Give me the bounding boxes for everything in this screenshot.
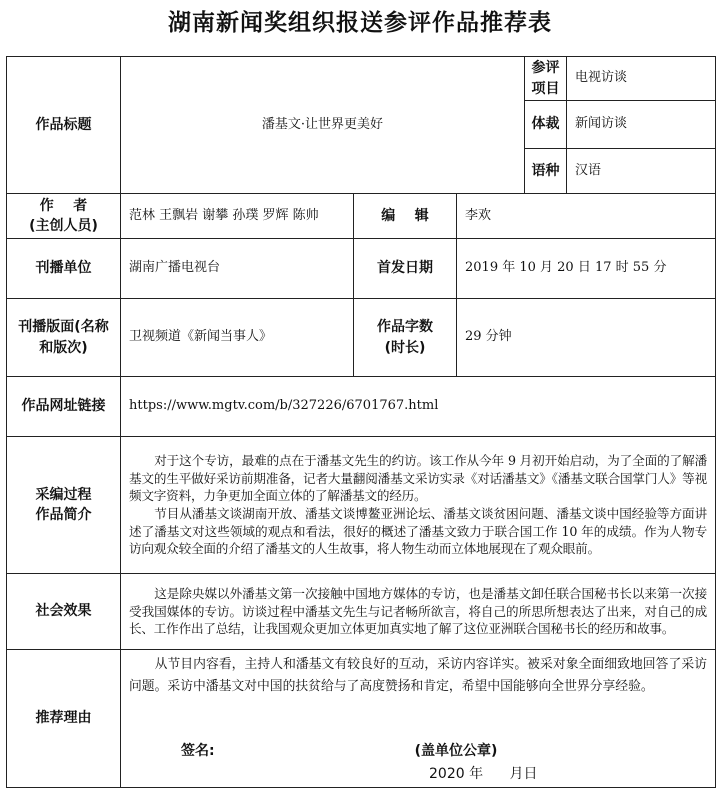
reason-paragraph: 从节目内容看，主持人和潘基文有较良好的互动，采访内容详实。被采对象全面细致地回答了采访问题。采访中潘基文对中国的扶贫给与了高度赞扬和肯定，希望中国能够向全世界分享经验。 <box>129 657 707 695</box>
date-month-day: 月日 <box>509 766 538 783</box>
process-label <box>7 437 121 574</box>
entry-category-value: 电视访谈 <box>567 57 716 101</box>
recommendation-form-table <box>6 56 716 788</box>
author-label-line1: 作 者 <box>39 197 88 214</box>
authors-value: 范林 王飘岩 谢攀 孙璞 罗辉 陈帅 <box>121 194 354 239</box>
reason-label: 推荐理由 <box>7 650 121 788</box>
broadcaster-label: 刊播单位 <box>7 239 121 299</box>
author-label <box>7 194 121 239</box>
process-label-line1: 采编过程 <box>35 486 92 503</box>
date-year: 2020 年 <box>429 766 484 783</box>
word-count-value: 29 分钟 <box>457 299 716 377</box>
layout-label-line2: 和版次) <box>39 339 88 356</box>
layout-value: 卫视频道《新闻当事人》 <box>121 299 354 377</box>
genre-label: 体裁 <box>525 101 567 149</box>
url-label: 作品网址链接 <box>7 377 121 437</box>
social-effect-content <box>121 574 716 650</box>
word-count-label-line2: (时长) <box>384 339 426 356</box>
social-effect-paragraph: 这是除央媒以外潘基文第一次接触中国地方媒体的专访，也是潘基文卸任联合国秘书长以来第一次接受我国媒体的专访。访谈过程中潘基文先生与记者畅所欲言，将自己的所思所想表达了出来，对自己的成长、工作作出了总结，让我国观众更加立体更加真实地了解了这位亚洲联合国秘书长的经历和故事。 <box>129 586 707 637</box>
seal-label: (盖单位公章) <box>414 742 498 759</box>
first-release-value: 2019 年 10 月 20 日 17 时 55 分 <box>457 239 716 299</box>
signature-row <box>129 743 707 761</box>
work-title-label: 作品标题 <box>7 57 121 194</box>
genre-value: 新闻访谈 <box>567 101 716 149</box>
process-label-line2: 作品简介 <box>35 507 92 523</box>
layout-label <box>7 299 121 377</box>
first-release-label: 首发日期 <box>354 239 457 299</box>
broadcaster-value: 湖南广播电视台 <box>121 239 354 299</box>
form-title: 湖南新闻奖组织报送参评作品推荐表 <box>168 10 552 36</box>
process-paragraph-2: 节目从潘基文谈湖南开放、潘基文谈博鳌亚洲论坛、潘基文谈贫困问题、潘基文谈中国经验等方面讲述了潘基文对这些领域的观点和看法，很好的概述了潘基文致力于联合国工作 10 年的成绩。作为人物专访向观众较全面的介绍了潘基文的人生故事，将人物生动而立体地展现在了观众眼前。 <box>129 506 707 557</box>
layout-label-line1: 刊播版面(名称 <box>18 319 109 336</box>
word-count-label-line1: 作品字数 <box>377 319 433 336</box>
entry-category-label: 参评项目 <box>525 57 567 101</box>
editor-value: 李欢 <box>457 194 716 239</box>
work-title-value: 潘基文·让世界更美好 <box>121 57 525 194</box>
word-count-label <box>354 299 457 377</box>
url-value[interactable]: https://www.mgtv.com/b/327226/6701767.html <box>121 377 716 437</box>
social-effect-label: 社会效果 <box>7 574 121 650</box>
reason-content <box>121 650 716 788</box>
language-value: 汉语 <box>567 149 716 194</box>
process-paragraph-1: 对于这个专访，最难的点在于潘基文先生的约访。该工作从今年 9 月初开始启动，为了全面的了解潘基文的生平做好采访前期准备，记者大量翻阅潘基文采访实录《对话潘基文》《潘基文联合国掌门人》等视频文字资料，力争更加全面立体的了解潘基文的经历。 <box>129 453 707 504</box>
editor-label: 编 辑 <box>354 194 457 239</box>
author-label-line2: (主创人员) <box>29 218 98 234</box>
language-label: 语种 <box>525 149 567 194</box>
signature-label: 签名: <box>181 742 215 759</box>
process-content <box>121 437 716 574</box>
date-line <box>429 766 707 784</box>
